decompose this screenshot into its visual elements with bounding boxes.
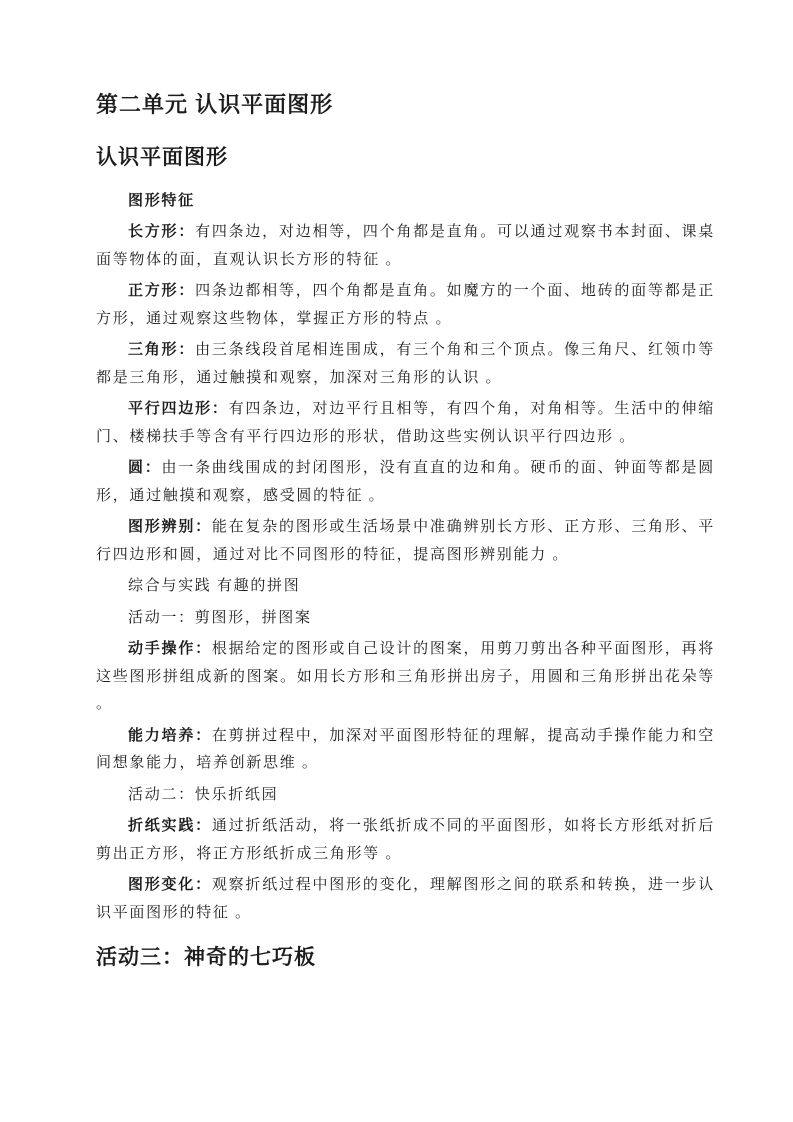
paragraph-paper-folding xyxy=(96,813,715,868)
paragraph-ability-cultivation-text: 在剪拼过程中，加深对平面图形特征的理解，提高动手操作能力和空间想象能力，培养创新思维 。 xyxy=(96,727,715,771)
paragraph-circle-text: 由一条曲线围成的封闭图形，没有直直的边和角。硬币的面、钟面等都是圆形，通过触摸和观察，感受圆的特征 。 xyxy=(96,460,715,504)
paragraph-rectangle xyxy=(96,219,715,274)
paragraph-shape-change xyxy=(96,872,715,927)
paragraph-shape-discrimination xyxy=(96,514,715,569)
section-heading: 认识平面图形 xyxy=(96,146,228,169)
line-activity-two-text: 活动二：快乐折纸园 xyxy=(128,786,279,803)
paragraph-rectangle-text: 有四条边，对边相等，四个角都是直角。可以通过观察书本封面、课桌面等物体的面，直观认识长方形的特征 。 xyxy=(96,224,715,268)
paragraph-hands-on-operation-text: 根据给定的图形或自己设计的图案，用剪刀剪出各种平面图形，再将这些图形拼组成新的图案。如用长方形和三角形拼出房子，用圆和三角形拼出花朵等 。 xyxy=(96,641,715,712)
paragraph-parallelogram-lead: 平行四边形： xyxy=(128,401,229,417)
paragraph-paper-folding-text: 通过折纸活动，将一张纸折成不同的平面图形，如将长方形纸对折后剪出正方形，将正方形纸折成三角形等 。 xyxy=(96,818,715,862)
paragraph-shape-change-text: 观察折纸过程中图形的变化，理解图形之间的联系和转换，进一步认识平面图形的特征 。 xyxy=(96,877,715,921)
line-activity-one-text: 活动一：剪图形，拼图案 xyxy=(128,609,312,626)
paragraph-triangle-lead: 三角形： xyxy=(128,342,196,358)
paragraph-square-lead: 正方形： xyxy=(128,283,196,299)
paragraph-ability-cultivation xyxy=(96,723,715,778)
paragraph-parallelogram xyxy=(96,396,715,451)
line-comprehensive-practice-text: 综合与实践 有趣的拼图 xyxy=(128,578,301,594)
paragraph-ability-cultivation-lead: 能力培养： xyxy=(128,727,212,744)
line-comprehensive-practice xyxy=(96,573,715,601)
paragraph-shape-discrimination-lead: 图形辨别： xyxy=(128,519,212,535)
line-activity-one xyxy=(96,605,715,633)
paragraph-triangle-text: 由三条线段首尾相连围成，有三个角和三个顶点。像三角尺、红领巾等都是三角形，通过触摸和观察，加深对三角形的认识 。 xyxy=(96,342,715,386)
paragraph-square xyxy=(96,278,715,333)
paragraph-paper-folding-lead: 折纸实践： xyxy=(128,818,212,834)
unit-title: 第二单元 认识平面图形 xyxy=(96,92,334,117)
paragraph-parallelogram-text: 有四条边，对边平行且相等，有四个角，对角相等。生活中的伸缩门、楼梯扶手等含有平行四边形的形状，借助这些实例认识平行四边形 。 xyxy=(96,401,715,445)
paragraph-square-text: 四条边都相等，四个角都是直角。如魔方的一个面、地砖的面等都是正方形，通过观察这些物体，掌握正方形的特点 。 xyxy=(96,283,715,327)
paragraph-hands-on-operation-lead: 动手操作： xyxy=(128,641,212,657)
paragraph-shape-change-lead: 图形变化： xyxy=(128,877,212,893)
paragraph-shape-discrimination-text: 能在复杂的图形或生活场景中准确辨别长方形、正方形、三角形、平行四边形和圆，通过对比不同图形的特征，提高图形辨别能力 。 xyxy=(96,519,715,563)
paragraph-circle-lead: 圆： xyxy=(128,460,162,476)
paragraph-circle xyxy=(96,455,715,510)
activity-three-heading: 活动三：神奇的七巧板 xyxy=(96,946,316,969)
paragraph-hands-on-operation xyxy=(96,636,715,719)
line-activity-two xyxy=(96,782,715,810)
paragraph-rectangle-lead: 长方形： xyxy=(128,224,196,240)
paragraph-triangle xyxy=(96,337,715,392)
subsection-heading-shape-features: 图形特征 xyxy=(128,193,195,209)
